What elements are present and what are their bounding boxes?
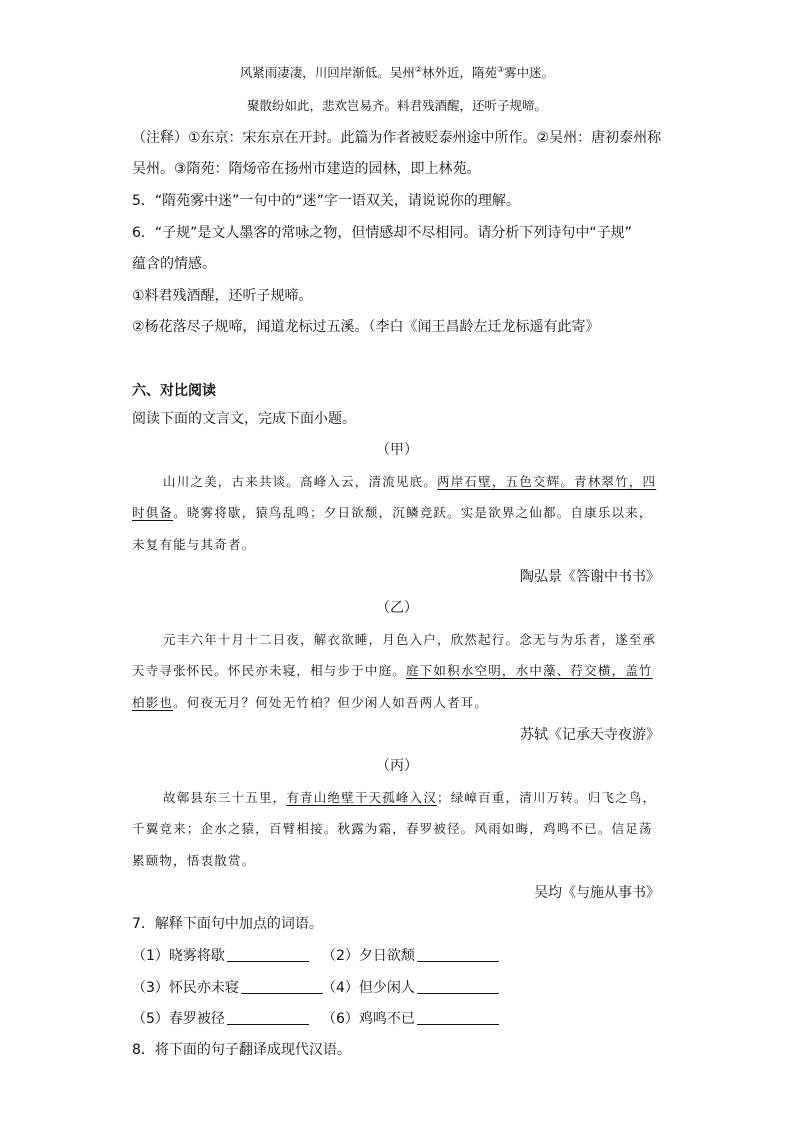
poem-line-2: 聚散纷如此，悲欢岂易齐。料君残酒醒，还听子规啼。 [246, 98, 547, 113]
answer-blank[interactable] [417, 979, 499, 994]
answer-item: （3）怀民亦未寝 [132, 979, 322, 997]
passage-yi-source: 苏轼《记承天寺夜游》 [520, 727, 660, 743]
question-6-item-1: ①料君残酒醒，还听子规啼。 [132, 288, 313, 304]
passage-yi-line-3: 柏影也。何夜无月？何处无竹柏？但少闲人如吾两人者耳。 [132, 695, 489, 710]
notes-line-1: （注释）①东京：宋东京在开封。此篇为作者被贬泰州途中所作。②吴州：唐初泰州称 [132, 130, 662, 146]
passage-bing-line-1: 故鄣县东三十五里，有青山绝壁干天孤峰入汉；绿嶂百重，清川万转。归飞之鸟， [163, 790, 657, 805]
answer-item: （4）但少闲人 [322, 979, 512, 997]
question-7-row-1 [132, 947, 512, 965]
answer-item: （6）鸡鸣不已 [322, 1010, 512, 1028]
passage-jia-source: 陶弘景《答谢中书书》 [520, 569, 660, 585]
answer-item: （5）春罗被径 [132, 1010, 322, 1028]
answer-item: （1）晓雾将歇 [132, 947, 322, 965]
question-7-row-2 [132, 979, 512, 997]
passage-yi-label: （乙） [376, 600, 418, 616]
underlined-sentence: 柏影也 [132, 695, 174, 710]
underlined-sentence: 庭下如积水空明，水中藻、荇交横，盖竹 [406, 663, 653, 678]
notes-line-2: 吴州。③隋苑：隋炀帝在扬州市建造的园林，即上林苑。 [132, 161, 481, 177]
passage-bing-line-3: 累颐物，悟衷散赏。 [132, 853, 256, 868]
passage-yi-line-2: 天寺寻张怀民。怀民亦未寝，相与步于中庭。庭下如积水空明，水中藻、荇交横，盖竹 [132, 663, 653, 678]
passage-jia-label: （甲） [376, 442, 418, 458]
question-6-line-2: 蕴含的情感。 [132, 256, 216, 272]
underlined-sentence: 时俱备 [132, 505, 174, 520]
answer-item: （2）夕日欲颓 [322, 947, 512, 965]
answer-blank[interactable] [227, 947, 309, 962]
passage-bing-source: 吴均《与施从事书》 [534, 885, 660, 901]
section-heading: 六、对比阅读 [132, 383, 216, 399]
question-6-item-2: ②杨花落尽子规啼，闻道龙标过五溪。（李白《闻王昌龄左迁龙标遥有此寄》 [132, 319, 600, 335]
answer-blank[interactable] [417, 1010, 499, 1025]
question-8: 8．将下面的句子翻译成现代汉语。 [132, 1042, 351, 1058]
answer-blank[interactable] [227, 1010, 309, 1025]
section-intro: 阅读下面的文言文，完成下面小题。 [132, 411, 356, 427]
question-7: 7．解释下面句中加点的词语。 [132, 916, 323, 932]
passage-bing-label: （丙） [376, 758, 418, 774]
answer-blank[interactable] [241, 979, 323, 994]
passage-yi-line-1: 元丰六年十月十二日夜，解衣欲睡，月色入户，欣然起行。念无与为乐者，遂至承 [163, 632, 657, 647]
underlined-sentence: 有青山绝壁干天孤峰入汉 [286, 790, 438, 805]
answer-blank[interactable] [417, 947, 499, 962]
passage-jia-line-1: 山川之美，古来共谈。高峰入云，清流见底。两岸石壁，五色交辉。青林翠竹，四 [163, 474, 657, 489]
poem-line-1: 风紧雨凄凄，川回岸渐低。吴州②林外近，隋苑③雾中迷。 [239, 65, 555, 80]
question-5: 5．“隋苑雾中迷”一句中的“迷”字一语双关，请说说你的理解。 [132, 193, 520, 209]
passage-bing-line-2: 千翼竞来；企水之猿，百臂相接。秋露为霜，春罗被径。风雨如晦，鸡鸣不已。信足荡 [132, 821, 653, 836]
question-6-line-1: 6．“子规”是文人墨客的常咏之物，但情感却不尽相同。请分析下列诗句中“子规” [132, 225, 632, 241]
passage-jia-line-3: 未复有能与其奇者。 [132, 537, 256, 552]
underlined-sentence: 两岸石壁，五色交辉。青林翠竹，四 [437, 474, 657, 489]
passage-jia-line-2: 时俱备。晓雾将歇，猿鸟乱鸣；夕日欲颓，沉鳞竞跃。实是欲界之仙都。自康乐以来， [132, 505, 653, 520]
question-7-row-3 [132, 1010, 512, 1028]
